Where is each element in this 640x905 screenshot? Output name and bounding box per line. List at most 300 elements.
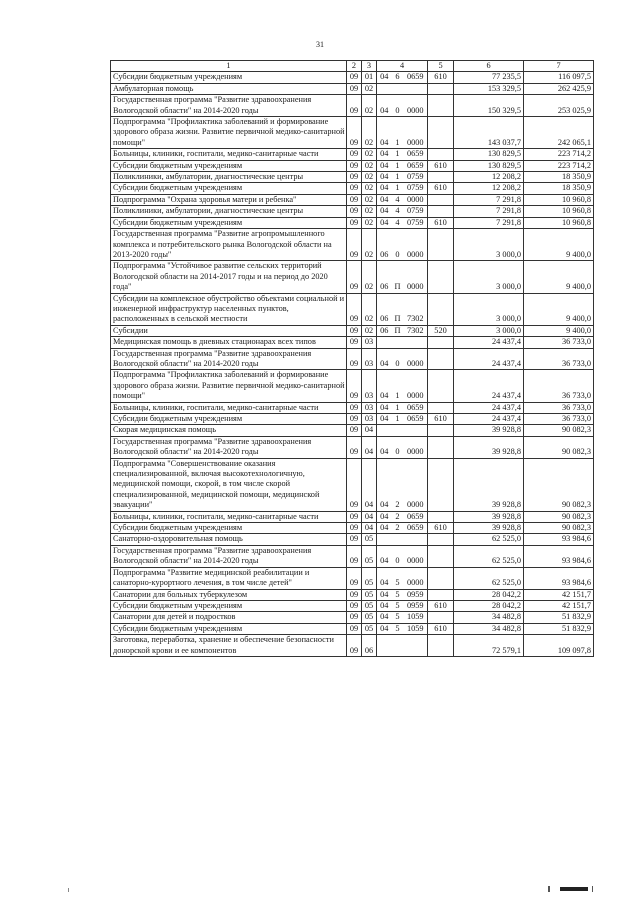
amount-2015: 90 082,3 [524, 458, 594, 511]
subsection-code: 02 [362, 217, 377, 228]
table-row [111, 545, 594, 567]
row-name: Медицинская помощь в дневных стационарах всех типов [111, 337, 347, 348]
section-code: 09 [347, 623, 362, 634]
subprogram-code: 0 [392, 436, 404, 458]
amount-2015: 90 082,3 [524, 511, 594, 522]
expense-type-code [428, 117, 454, 149]
row-name: Субсидии бюджетным учреждениям [111, 183, 347, 194]
scan-mark [548, 886, 550, 892]
subsection-code: 03 [362, 414, 377, 425]
column-header: 7 [524, 61, 594, 72]
table-row [111, 567, 594, 589]
table-row [111, 600, 594, 611]
subsection-code: 02 [362, 194, 377, 205]
amount-2015: 9 400,0 [524, 229, 594, 261]
direction-code: 0659 [404, 523, 428, 534]
subsection-code: 03 [362, 402, 377, 413]
row-name: Амбулаторная помощь [111, 83, 347, 94]
program-code: 04 [377, 612, 392, 623]
amount-2014: 3 000,0 [454, 261, 524, 293]
subsection-code: 02 [362, 293, 377, 325]
column-header: 6 [454, 61, 524, 72]
subsection-code: 04 [362, 523, 377, 534]
table-row [111, 293, 594, 325]
row-name: Больницы, клиники, госпитали, медико-санитарные части [111, 149, 347, 160]
direction-code: 0959 [404, 600, 428, 611]
amount-2014: 7 291,8 [454, 217, 524, 228]
subsection-code: 02 [362, 261, 377, 293]
subsection-code: 05 [362, 612, 377, 623]
row-name: Поликлиники, амбулатории, диагностические центры [111, 172, 347, 183]
subsection-code: 05 [362, 600, 377, 611]
subprogram-code: 0 [392, 95, 404, 117]
row-name: Государственная программа "Развитие здравоохранения Вологодской области" на 2014-2020 годы [111, 348, 347, 370]
expense-type-code [428, 194, 454, 205]
table-row [111, 337, 594, 348]
program-code: 04 [377, 623, 392, 634]
expense-type-code: 610 [428, 600, 454, 611]
expense-type-code [428, 95, 454, 117]
row-name: Субсидии бюджетным учреждениям [111, 523, 347, 534]
subsection-code: 02 [362, 172, 377, 183]
program-code [377, 83, 392, 94]
amount-2014: 62 525,0 [454, 534, 524, 545]
row-name: Государственная программа "Развитие здравоохранения Вологодской области" на 2014-2020 годы [111, 436, 347, 458]
expense-type-code [428, 348, 454, 370]
program-code: 04 [377, 206, 392, 217]
amount-2014: 3 000,0 [454, 229, 524, 261]
subprogram-code [392, 425, 404, 436]
section-code: 09 [347, 348, 362, 370]
section-code: 09 [347, 402, 362, 413]
table-row [111, 534, 594, 545]
subsection-code: 05 [362, 534, 377, 545]
section-code: 09 [347, 436, 362, 458]
direction-code: 0759 [404, 172, 428, 183]
expense-type-code: 610 [428, 623, 454, 634]
amount-2015: 223 714,2 [524, 160, 594, 171]
budget-table [110, 60, 594, 657]
amount-2015: 9 400,0 [524, 325, 594, 336]
subsection-code: 02 [362, 95, 377, 117]
scan-mark [560, 887, 588, 891]
amount-2015: 90 082,3 [524, 523, 594, 534]
row-name: Санатории для больных туберкулезом [111, 589, 347, 600]
row-name: Заготовка, переработка, хранение и обеспечение безопасности донорской крови и ее компонентов [111, 635, 347, 657]
program-code: 06 [377, 261, 392, 293]
table-row [111, 589, 594, 600]
amount-2014: 62 525,0 [454, 545, 524, 567]
direction-code: 0659 [404, 511, 428, 522]
amount-2015: 90 082,3 [524, 436, 594, 458]
section-code: 09 [347, 217, 362, 228]
subsection-code: 02 [362, 149, 377, 160]
section-code: 09 [347, 149, 362, 160]
amount-2015: 223 714,2 [524, 149, 594, 160]
table-row [111, 160, 594, 171]
table-row [111, 229, 594, 261]
direction-code: 0659 [404, 149, 428, 160]
program-code: 04 [377, 589, 392, 600]
subprogram-code: 4 [392, 217, 404, 228]
row-name: Субсидии на комплексное обустройство объектами социальной и инженерной инфраструктур населенных пунктов, расположенных в сельской местности [111, 293, 347, 325]
direction-code: 0000 [404, 95, 428, 117]
table-row [111, 458, 594, 511]
expense-type-code [428, 567, 454, 589]
amount-2015: 10 960,8 [524, 206, 594, 217]
subsection-code: 02 [362, 229, 377, 261]
amount-2015: 10 960,8 [524, 217, 594, 228]
expense-type-code [428, 83, 454, 94]
subsection-code: 05 [362, 567, 377, 589]
expense-type-code [428, 402, 454, 413]
direction-code: 7302 [404, 325, 428, 336]
amount-2015: 93 984,6 [524, 534, 594, 545]
subprogram-code: П [392, 293, 404, 325]
section-code: 09 [347, 194, 362, 205]
amount-2014: 3 000,0 [454, 325, 524, 336]
direction-code [404, 83, 428, 94]
amount-2015: 116 097,5 [524, 72, 594, 83]
amount-2014: 39 928,8 [454, 458, 524, 511]
section-code: 09 [347, 325, 362, 336]
subprogram-code: 4 [392, 194, 404, 205]
amount-2014: 130 829,5 [454, 149, 524, 160]
direction-code: 0000 [404, 117, 428, 149]
section-code: 09 [347, 160, 362, 171]
table-row [111, 72, 594, 83]
amount-2015: 9 400,0 [524, 293, 594, 325]
program-code: 04 [377, 95, 392, 117]
row-name: Субсидии бюджетным учреждениям [111, 623, 347, 634]
subsection-code: 02 [362, 206, 377, 217]
row-name: Поликлиники, амбулатории, диагностические центры [111, 206, 347, 217]
table-row [111, 194, 594, 205]
amount-2015: 262 425,9 [524, 83, 594, 94]
program-code: 04 [377, 545, 392, 567]
program-code: 04 [377, 370, 392, 402]
scan-mark [592, 886, 593, 892]
subsection-code: 04 [362, 511, 377, 522]
amount-2014: 24 437,4 [454, 370, 524, 402]
row-name: Больницы, клиники, госпитали, медико-санитарные части [111, 402, 347, 413]
program-code: 04 [377, 567, 392, 589]
program-code: 04 [377, 72, 392, 83]
expense-type-code [428, 149, 454, 160]
row-name: Больницы, клиники, госпитали, медико-санитарные части [111, 511, 347, 522]
amount-2015: 51 832,9 [524, 612, 594, 623]
subprogram-code: 1 [392, 183, 404, 194]
section-code: 09 [347, 83, 362, 94]
section-code: 09 [347, 523, 362, 534]
amount-2014: 24 437,4 [454, 337, 524, 348]
expense-type-code: 520 [428, 325, 454, 336]
direction-code [404, 425, 428, 436]
table-row [111, 261, 594, 293]
scan-mark [68, 888, 69, 892]
section-code: 09 [347, 293, 362, 325]
row-name: Субсидии бюджетным учреждениям [111, 600, 347, 611]
amount-2015: 93 984,6 [524, 567, 594, 589]
program-code: 04 [377, 523, 392, 534]
expense-type-code [428, 425, 454, 436]
section-code: 09 [347, 635, 362, 657]
amount-2015: 36 733,0 [524, 348, 594, 370]
table-row [111, 635, 594, 657]
direction-code: 0000 [404, 436, 428, 458]
direction-code: 1059 [404, 623, 428, 634]
row-name: Государственная программа "Развитие здравоохранения Вологодской области" на 2014-2020 годы [111, 95, 347, 117]
section-code: 09 [347, 425, 362, 436]
expense-type-code [428, 458, 454, 511]
amount-2015: 253 025,9 [524, 95, 594, 117]
amount-2015: 109 097,8 [524, 635, 594, 657]
amount-2015: 36 733,0 [524, 402, 594, 413]
expense-type-code [428, 172, 454, 183]
subprogram-code: 1 [392, 402, 404, 413]
subprogram-code: 1 [392, 370, 404, 402]
row-name: Субсидии бюджетным учреждениям [111, 414, 347, 425]
subprogram-code: 2 [392, 511, 404, 522]
amount-2015: 36 733,0 [524, 414, 594, 425]
direction-code: 0659 [404, 402, 428, 413]
program-code [377, 425, 392, 436]
amount-2014: 12 208,2 [454, 172, 524, 183]
subprogram-code: 2 [392, 458, 404, 511]
section-code: 09 [347, 183, 362, 194]
subprogram-code: 6 [392, 72, 404, 83]
subprogram-code: 0 [392, 348, 404, 370]
row-name: Скорая медицинская помощь [111, 425, 347, 436]
expense-type-code: 610 [428, 414, 454, 425]
subprogram-code: 5 [392, 589, 404, 600]
direction-code: 7302 [404, 293, 428, 325]
table-row [111, 348, 594, 370]
table-row [111, 623, 594, 634]
table-row [111, 83, 594, 94]
direction-code [404, 635, 428, 657]
subsection-code: 02 [362, 83, 377, 94]
table-row [111, 95, 594, 117]
amount-2014: 39 928,8 [454, 511, 524, 522]
section-code: 09 [347, 534, 362, 545]
page-number: 31 [316, 40, 324, 49]
program-code: 04 [377, 160, 392, 171]
program-code: 04 [377, 149, 392, 160]
subprogram-code: П [392, 261, 404, 293]
expense-type-code [428, 589, 454, 600]
program-code: 04 [377, 217, 392, 228]
program-code: 04 [377, 600, 392, 611]
program-code [377, 534, 392, 545]
program-code: 06 [377, 229, 392, 261]
subprogram-code: 4 [392, 206, 404, 217]
table-row [111, 436, 594, 458]
expense-type-code [428, 534, 454, 545]
program-code: 04 [377, 194, 392, 205]
amount-2014: 62 525,0 [454, 567, 524, 589]
subprogram-code: 5 [392, 567, 404, 589]
subprogram-code [392, 635, 404, 657]
program-code: 06 [377, 293, 392, 325]
column-header: 3 [362, 61, 377, 72]
subprogram-code: 0 [392, 545, 404, 567]
subprogram-code [392, 534, 404, 545]
subprogram-code: 1 [392, 172, 404, 183]
amount-2014: 24 437,4 [454, 402, 524, 413]
amount-2014: 28 042,2 [454, 589, 524, 600]
direction-code: 0759 [404, 183, 428, 194]
direction-code: 0000 [404, 370, 428, 402]
expense-type-code [428, 511, 454, 522]
row-name: Подпрограмма "Профилактика заболеваний и формирование здорового образа жизни. Развитие первичной медико-санитарной помощи" [111, 117, 347, 149]
direction-code: 0000 [404, 229, 428, 261]
expense-type-code [428, 635, 454, 657]
subprogram-code: 1 [392, 160, 404, 171]
subprogram-code: 0 [392, 229, 404, 261]
amount-2014: 24 437,4 [454, 414, 524, 425]
amount-2015: 10 960,8 [524, 194, 594, 205]
subsection-code: 02 [362, 117, 377, 149]
expense-type-code: 610 [428, 217, 454, 228]
expense-type-code [428, 337, 454, 348]
program-code: 04 [377, 172, 392, 183]
amount-2014: 130 829,5 [454, 160, 524, 171]
amount-2014: 150 329,5 [454, 95, 524, 117]
program-code: 06 [377, 325, 392, 336]
expense-type-code [428, 436, 454, 458]
table-body [111, 72, 594, 657]
expense-type-code [428, 261, 454, 293]
direction-code: 1059 [404, 612, 428, 623]
direction-code [404, 534, 428, 545]
section-code: 09 [347, 414, 362, 425]
row-name: Субсидии бюджетным учреждениям [111, 217, 347, 228]
program-code: 04 [377, 458, 392, 511]
table-row [111, 325, 594, 336]
row-name: Субсидии бюджетным учреждениям [111, 72, 347, 83]
program-code: 04 [377, 436, 392, 458]
row-name: Санаторно-оздоровительная помощь [111, 534, 347, 545]
table-row [111, 206, 594, 217]
amount-2014: 24 437,4 [454, 348, 524, 370]
expense-type-code: 610 [428, 523, 454, 534]
amount-2015: 51 832,9 [524, 623, 594, 634]
direction-code: 0000 [404, 348, 428, 370]
direction-code [404, 337, 428, 348]
table-row [111, 402, 594, 413]
section-code: 09 [347, 117, 362, 149]
subsection-code: 03 [362, 337, 377, 348]
subsection-code: 03 [362, 370, 377, 402]
subsection-code: 05 [362, 589, 377, 600]
program-code: 04 [377, 511, 392, 522]
subsection-code: 06 [362, 635, 377, 657]
subsection-code: 05 [362, 545, 377, 567]
amount-2014: 72 579,1 [454, 635, 524, 657]
column-header: 2 [347, 61, 362, 72]
table-row [111, 425, 594, 436]
amount-2015: 36 733,0 [524, 337, 594, 348]
amount-2014: 28 042,2 [454, 600, 524, 611]
row-name: Подпрограмма "Охрана здоровья матери и ребенка" [111, 194, 347, 205]
row-name: Субсидии [111, 325, 347, 336]
table-row [111, 511, 594, 522]
subprogram-code: 5 [392, 623, 404, 634]
section-code: 09 [347, 511, 362, 522]
section-code: 09 [347, 589, 362, 600]
column-header: 5 [428, 61, 454, 72]
program-code: 04 [377, 117, 392, 149]
subprogram-code: 1 [392, 149, 404, 160]
subsection-code: 04 [362, 425, 377, 436]
row-name: Субсидии бюджетным учреждениям [111, 160, 347, 171]
expense-type-code [428, 545, 454, 567]
row-name: Государственная программа "Развитие здравоохранения Вологодской области" на 2014-2020 годы [111, 545, 347, 567]
program-code [377, 635, 392, 657]
expense-type-code [428, 206, 454, 217]
table-row [111, 117, 594, 149]
direction-code: 0000 [404, 567, 428, 589]
amount-2015: 18 350,9 [524, 172, 594, 183]
amount-2014: 12 208,2 [454, 183, 524, 194]
amount-2014: 143 037,7 [454, 117, 524, 149]
row-name: Государственная программа "Развитие агропромышленного комплекса и потребительского рынка Вологодской области на 2013-2020 годы" [111, 229, 347, 261]
section-code: 09 [347, 370, 362, 402]
program-code: 04 [377, 402, 392, 413]
amount-2015: 90 082,3 [524, 425, 594, 436]
row-name: Подпрограмма "Совершенствование оказания специализированной, включая высокотехнологичную, медицинской помощи, скорой, в том числе скорой специализированной, медицинской помощи, медицинской эвакуации" [111, 458, 347, 511]
direction-code: 0959 [404, 589, 428, 600]
amount-2014: 3 000,0 [454, 293, 524, 325]
expense-type-code [428, 293, 454, 325]
amount-2015: 18 350,9 [524, 183, 594, 194]
expense-type-code [428, 612, 454, 623]
subsection-code: 01 [362, 72, 377, 83]
expense-type-code [428, 229, 454, 261]
amount-2014: 7 291,8 [454, 206, 524, 217]
subprogram-code: 1 [392, 117, 404, 149]
section-code: 09 [347, 337, 362, 348]
amount-2014: 34 482,8 [454, 623, 524, 634]
subsection-code: 03 [362, 348, 377, 370]
subprogram-code: 5 [392, 600, 404, 611]
section-code: 09 [347, 172, 362, 183]
subsection-code: 04 [362, 458, 377, 511]
direction-code: 0759 [404, 217, 428, 228]
section-code: 09 [347, 600, 362, 611]
section-code: 09 [347, 545, 362, 567]
table-row [111, 183, 594, 194]
subsection-code: 02 [362, 325, 377, 336]
direction-code: 0759 [404, 206, 428, 217]
direction-code: 0659 [404, 414, 428, 425]
amount-2015: 93 984,6 [524, 545, 594, 567]
table-header-row [111, 61, 594, 72]
subsection-code: 04 [362, 436, 377, 458]
direction-code: 0000 [404, 545, 428, 567]
program-code: 04 [377, 183, 392, 194]
table-row [111, 172, 594, 183]
direction-code: 0000 [404, 194, 428, 205]
direction-code: 0659 [404, 72, 428, 83]
direction-code: 0000 [404, 261, 428, 293]
amount-2014: 39 928,8 [454, 436, 524, 458]
subsection-code: 05 [362, 623, 377, 634]
row-name: Подпрограмма "Развитие медицинской реабилитации и санаторно-курортного лечения, в том числе детей" [111, 567, 347, 589]
amount-2015: 242 065,1 [524, 117, 594, 149]
subprogram-code [392, 337, 404, 348]
